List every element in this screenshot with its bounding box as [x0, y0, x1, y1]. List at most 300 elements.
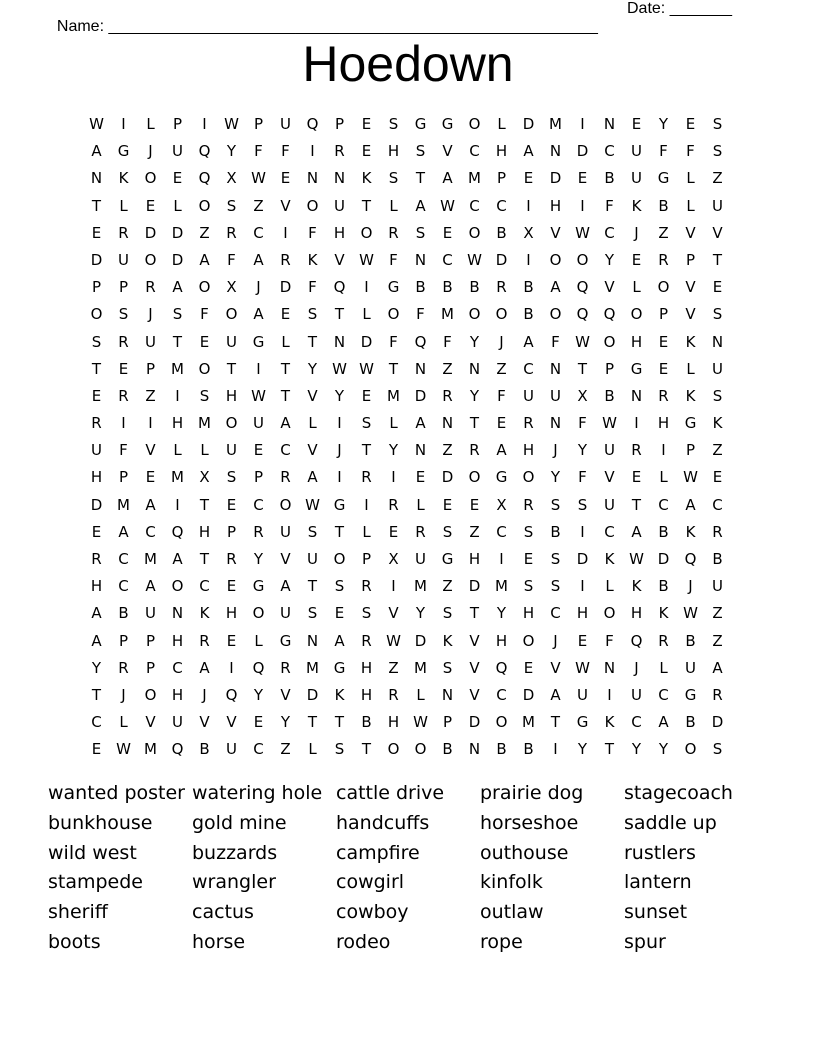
grid-letter: F: [659, 142, 668, 161]
grid-letter: E: [172, 169, 183, 188]
grid-letter: S: [361, 414, 372, 433]
grid-letter: O: [495, 713, 508, 732]
grid-letter: B: [604, 169, 615, 188]
grid-letter: S: [118, 305, 129, 324]
grid-letter: R: [145, 278, 156, 297]
grid-letter: H: [387, 713, 400, 732]
grid-letter: F: [281, 142, 290, 161]
grid-letter: E: [91, 522, 102, 541]
grid-letter: M: [495, 577, 508, 596]
grid-letter: I: [661, 441, 666, 460]
grid-letter: Z: [712, 631, 723, 650]
grid-letter: O: [468, 223, 481, 242]
grid-letter: T: [91, 359, 102, 378]
grid-letter: N: [90, 169, 103, 188]
grid-letter: S: [361, 604, 372, 623]
grid-letter: X: [388, 550, 399, 568]
grid-letter: D: [711, 713, 724, 732]
grid-letter: O: [495, 305, 508, 324]
grid-letter: T: [91, 685, 102, 704]
grid-letter: Z: [145, 386, 156, 405]
grid-letter: E: [361, 142, 372, 161]
grid-letter: E: [91, 223, 102, 242]
grid-letter: K: [199, 604, 210, 623]
grid-letter: Z: [253, 196, 264, 215]
grid-letter: Y: [253, 550, 264, 568]
word-bank-item: saddle up: [624, 811, 717, 834]
grid-letter: D: [144, 223, 157, 242]
grid-letter: H: [360, 658, 373, 677]
grid-letter: F: [308, 223, 317, 242]
grid-letter: U: [631, 142, 642, 161]
grid-letter: V: [307, 386, 318, 405]
grid-letter: W: [683, 604, 698, 623]
grid-letter: E: [280, 169, 291, 188]
grid-letter: C: [199, 577, 210, 596]
grid-letter: K: [361, 169, 372, 188]
grid-letter: B: [361, 713, 372, 732]
grid-letter: L: [416, 685, 425, 704]
grid-letter: E: [388, 522, 399, 541]
grid-letter: N: [414, 359, 427, 378]
grid-letter: L: [659, 658, 668, 677]
grid-letter: O: [468, 305, 481, 324]
grid-letter: T: [361, 740, 372, 759]
grid-letter: G: [387, 278, 400, 297]
grid-letter: Z: [658, 223, 669, 242]
grid-letter: P: [442, 713, 453, 732]
word-bank-item: bunkhouse: [48, 811, 153, 834]
word-bank: [48, 779, 768, 958]
grid-letter: U: [577, 685, 588, 704]
grid-letter: D: [576, 142, 589, 161]
grid-letter: J: [256, 278, 261, 297]
grid-letter: R: [469, 441, 480, 460]
grid-letter: I: [175, 386, 180, 405]
grid-letter: U: [226, 332, 237, 351]
grid-letter: U: [280, 522, 291, 541]
grid-letter: C: [496, 196, 507, 215]
grid-letter: Y: [388, 441, 399, 460]
grid-letter: H: [225, 386, 238, 405]
grid-letter: T: [361, 441, 372, 460]
grid-letter: X: [226, 169, 237, 188]
grid-letter: H: [630, 332, 643, 351]
grid-letter: Q: [414, 332, 427, 351]
grid-letter: I: [580, 522, 585, 541]
grid-letter: P: [604, 359, 615, 378]
grid-letter: V: [226, 713, 237, 732]
grid-letter: C: [496, 685, 507, 704]
grid-letter: T: [361, 196, 372, 215]
grid-letter: Y: [604, 250, 615, 269]
grid-letter: L: [632, 278, 641, 297]
grid-letter: N: [306, 169, 319, 188]
grid-letter: E: [496, 414, 507, 433]
grid-letter: F: [389, 332, 398, 351]
grid-letter: R: [334, 142, 345, 161]
grid-letter: P: [91, 278, 102, 297]
grid-letter: C: [469, 142, 480, 161]
grid-letter: O: [522, 468, 535, 487]
grid-letter: D: [306, 685, 319, 704]
grid-letter: B: [118, 604, 129, 623]
grid-letter: L: [254, 631, 263, 650]
grid-letter: A: [199, 250, 210, 269]
grid-letter: E: [658, 359, 669, 378]
grid-letter: T: [334, 305, 345, 324]
grid-letter: S: [91, 332, 102, 351]
grid-letter: C: [712, 495, 723, 514]
grid-letter: L: [389, 414, 398, 433]
grid-letter: V: [280, 196, 291, 215]
grid-letter: L: [308, 740, 317, 759]
grid-letter: E: [658, 332, 669, 351]
grid-letter: G: [495, 468, 508, 487]
grid-letter: I: [229, 658, 234, 677]
grid-letter: F: [416, 305, 425, 324]
grid-letter: E: [523, 658, 534, 677]
grid-letter: S: [388, 169, 399, 188]
grid-letter: P: [172, 115, 183, 133]
grid-letter: E: [253, 713, 264, 732]
grid-letter: K: [307, 250, 318, 269]
grid-letter: E: [226, 495, 237, 514]
grid-letter: C: [658, 685, 669, 704]
word-bank-item: wild west: [48, 841, 137, 864]
grid-letter: T: [712, 250, 723, 269]
grid-letter: F: [578, 468, 587, 487]
grid-letter: H: [495, 631, 508, 650]
grid-letter: Q: [225, 685, 238, 704]
grid-letter: T: [91, 196, 102, 215]
grid-letter: L: [605, 577, 614, 596]
grid-letter: A: [550, 685, 561, 704]
grid-letter: M: [387, 386, 400, 405]
grid-letter: O: [414, 740, 427, 759]
grid-letter: S: [334, 740, 345, 759]
grid-letter: L: [119, 196, 128, 215]
grid-letter: O: [387, 740, 400, 759]
grid-letter: W: [575, 658, 590, 677]
grid-letter: U: [91, 441, 102, 460]
word-bank-item: cowboy: [336, 901, 409, 924]
grid-letter: G: [414, 115, 427, 133]
grid-letter: S: [550, 550, 561, 568]
grid-letter: V: [199, 713, 210, 732]
grid-letter: M: [468, 169, 481, 188]
grid-letter: P: [685, 250, 696, 269]
grid-letter: E: [712, 278, 723, 297]
grid-letter: T: [307, 713, 318, 732]
word-bank-item: horse: [192, 930, 246, 953]
grid-letter: B: [469, 278, 480, 297]
grid-letter: U: [280, 115, 291, 133]
grid-letter: S: [307, 305, 318, 324]
grid-letter: E: [577, 631, 588, 650]
grid-letter: C: [496, 522, 507, 541]
grid-letter: Y: [91, 658, 102, 677]
grid-letter: O: [657, 278, 670, 297]
grid-letter: R: [388, 495, 399, 514]
grid-letter: Y: [496, 604, 507, 623]
grid-letter: Z: [469, 522, 480, 541]
grid-letter: S: [442, 522, 453, 541]
word-bank-item: kinfolk: [480, 871, 543, 894]
grid-letter: F: [686, 142, 695, 161]
grid-letter: I: [607, 685, 612, 704]
grid-letter: E: [442, 223, 453, 242]
grid-letter: M: [117, 495, 130, 514]
grid-letter: H: [549, 196, 562, 215]
grid-letter: N: [441, 414, 454, 433]
grid-letter: D: [90, 495, 103, 514]
grid-letter: O: [684, 740, 697, 759]
grid-letter: Q: [171, 740, 184, 759]
grid-letter: U: [145, 604, 156, 623]
grid-letter: W: [251, 169, 266, 188]
grid-letter: V: [712, 223, 723, 242]
grid-letter: Y: [658, 115, 669, 133]
grid-letter: P: [145, 631, 156, 650]
grid-letter: Y: [226, 142, 237, 161]
grid-letter: E: [523, 550, 534, 568]
grid-letter: T: [334, 522, 345, 541]
grid-letter: T: [172, 332, 183, 351]
grid-letter: V: [685, 278, 696, 297]
grid-letter: G: [576, 713, 589, 732]
grid-letter: J: [121, 685, 126, 704]
grid-letter: A: [631, 522, 642, 541]
grid-letter: U: [712, 577, 723, 596]
grid-letter: Q: [684, 550, 697, 568]
grid-letter: L: [308, 414, 317, 433]
grid-letter: V: [145, 713, 156, 732]
grid-letter: N: [711, 332, 724, 351]
grid-letter: A: [172, 550, 183, 568]
grid-letter: I: [580, 196, 585, 215]
grid-letter: I: [256, 359, 261, 378]
grid-letter: K: [334, 685, 345, 704]
grid-letter: P: [226, 522, 237, 541]
grid-letter: G: [252, 577, 265, 596]
grid-letter: A: [145, 577, 156, 596]
grid-letter: H: [90, 468, 103, 487]
grid-letter: D: [495, 250, 508, 269]
grid-letter: S: [226, 468, 237, 487]
grid-letter: R: [226, 223, 237, 242]
grid-letter: Q: [171, 522, 184, 541]
grid-letter: Y: [577, 441, 588, 460]
grid-letter: H: [171, 685, 184, 704]
grid-letter: G: [117, 142, 130, 161]
grid-letter: G: [630, 359, 643, 378]
grid-letter: W: [683, 468, 698, 487]
grid-letter: R: [388, 223, 399, 242]
grid-letter: H: [333, 223, 346, 242]
grid-letter: L: [119, 713, 128, 732]
grid-letter: A: [334, 631, 345, 650]
grid-letter: W: [251, 386, 266, 405]
grid-letter: E: [631, 115, 642, 133]
grid-letter: R: [199, 631, 210, 650]
grid-letter: V: [145, 441, 156, 460]
grid-letter: N: [171, 604, 184, 623]
grid-letter: G: [441, 550, 454, 568]
grid-letter: V: [469, 658, 480, 677]
word-bank-item: lantern: [624, 871, 692, 894]
grid-letter: S: [442, 658, 453, 677]
grid-letter: H: [171, 631, 184, 650]
grid-letter: B: [199, 740, 210, 759]
grid-letter: A: [415, 414, 426, 433]
grid-letter: Z: [199, 223, 210, 242]
grid-letter: E: [91, 740, 102, 759]
grid-letter: U: [280, 604, 291, 623]
grid-letter: M: [414, 658, 427, 677]
grid-letter: D: [522, 115, 535, 133]
grid-letter: P: [658, 305, 669, 324]
grid-letter: O: [252, 604, 265, 623]
grid-letter: P: [334, 115, 345, 133]
grid-letter: W: [575, 332, 590, 351]
grid-letter: O: [225, 414, 238, 433]
grid-letter: N: [468, 359, 481, 378]
grid-letter: E: [334, 604, 345, 623]
grid-letter: V: [388, 604, 399, 623]
grid-letter: E: [199, 332, 210, 351]
grid-letter: R: [91, 550, 102, 568]
grid-letter: R: [118, 658, 129, 677]
word-bank-item: rustlers: [624, 841, 696, 864]
grid-letter: O: [198, 359, 211, 378]
grid-letter: D: [468, 577, 481, 596]
grid-letter: J: [499, 332, 504, 351]
grid-letter: Q: [630, 631, 643, 650]
grid-letter: X: [199, 468, 210, 487]
grid-letter: W: [440, 196, 455, 215]
grid-letter: T: [469, 604, 480, 623]
grid-letter: J: [634, 658, 639, 677]
grid-letter: S: [712, 305, 723, 324]
grid-letter: O: [630, 305, 643, 324]
grid-letter: I: [148, 414, 153, 433]
grid-letter: Z: [496, 359, 507, 378]
grid-letter: K: [685, 522, 696, 541]
grid-letter: B: [658, 522, 669, 541]
grid-letter: F: [497, 386, 506, 405]
grid-letter: P: [118, 278, 129, 297]
grid-letter: Q: [198, 142, 211, 161]
grid-letter: N: [441, 685, 454, 704]
grid-letter: D: [522, 685, 535, 704]
grid-letter: C: [145, 522, 156, 541]
grid-letter: Z: [388, 658, 399, 677]
grid-letter: A: [172, 278, 183, 297]
grid-letter: Q: [576, 278, 589, 297]
grid-letter: U: [253, 414, 264, 433]
grid-letter: M: [144, 550, 157, 568]
grid-letter: J: [553, 441, 558, 460]
grid-letter: B: [523, 278, 534, 297]
grid-letter: U: [685, 658, 696, 677]
grid-letter: J: [688, 577, 693, 596]
grid-letter: V: [307, 441, 318, 460]
grid-letter: N: [603, 115, 616, 133]
grid-letter: T: [307, 577, 318, 596]
grid-letter: P: [118, 631, 129, 650]
grid-letter: B: [604, 386, 615, 405]
grid-letter: L: [416, 495, 425, 514]
grid-letter: W: [305, 495, 320, 514]
grid-letter: W: [89, 115, 104, 133]
grid-letter: C: [550, 604, 561, 623]
grid-letter: E: [712, 468, 723, 487]
grid-letter: A: [523, 332, 534, 351]
grid-letter: U: [172, 142, 183, 161]
grid-letter: W: [359, 359, 374, 378]
word-bank-item: cowgirl: [336, 871, 405, 894]
grid-letter: C: [253, 495, 264, 514]
grid-letter: Y: [577, 740, 588, 759]
grid-letter: S: [712, 142, 723, 161]
grid-letter: D: [414, 386, 427, 405]
grid-letter: H: [225, 604, 238, 623]
grid-letter: R: [280, 658, 291, 677]
grid-letter: C: [172, 658, 183, 677]
grid-letter: R: [523, 414, 534, 433]
grid-letter: L: [173, 441, 182, 460]
grid-letter: E: [415, 468, 426, 487]
word-bank-item: spur: [624, 930, 666, 953]
word-bank-item: wrangler: [192, 871, 276, 894]
grid-letter: I: [391, 468, 396, 487]
grid-letter: D: [576, 550, 589, 568]
grid-letter: C: [280, 441, 291, 460]
grid-letter: X: [577, 386, 588, 405]
grid-letter: K: [685, 332, 696, 351]
grid-letter: O: [198, 196, 211, 215]
grid-letter: Z: [442, 441, 453, 460]
grid-letter: B: [685, 713, 696, 732]
grid-letter: R: [712, 522, 723, 541]
grid-letter: B: [658, 577, 669, 596]
word-bank-item: gold mine: [192, 811, 287, 834]
grid-letter: F: [200, 305, 209, 324]
grid-letter: L: [686, 359, 695, 378]
grid-letter: U: [604, 441, 615, 460]
grid-letter: E: [145, 468, 156, 487]
grid-letter: J: [202, 685, 207, 704]
grid-letter: D: [468, 713, 481, 732]
grid-letter: O: [225, 305, 238, 324]
grid-letter: P: [496, 169, 507, 188]
grid-letter: R: [118, 332, 129, 351]
grid-letter: R: [253, 522, 264, 541]
grid-letter: I: [526, 196, 531, 215]
grid-letter: B: [415, 278, 426, 297]
grid-letter: Q: [252, 658, 265, 677]
grid-letter: C: [604, 223, 615, 242]
grid-letter: E: [253, 441, 264, 460]
grid-letter: Z: [280, 740, 291, 759]
grid-letter: J: [148, 142, 153, 161]
grid-letter: G: [279, 631, 292, 650]
grid-letter: U: [118, 250, 129, 269]
grid-letter: C: [118, 550, 129, 568]
grid-letter: U: [712, 196, 723, 215]
grid-letter: N: [468, 740, 481, 759]
